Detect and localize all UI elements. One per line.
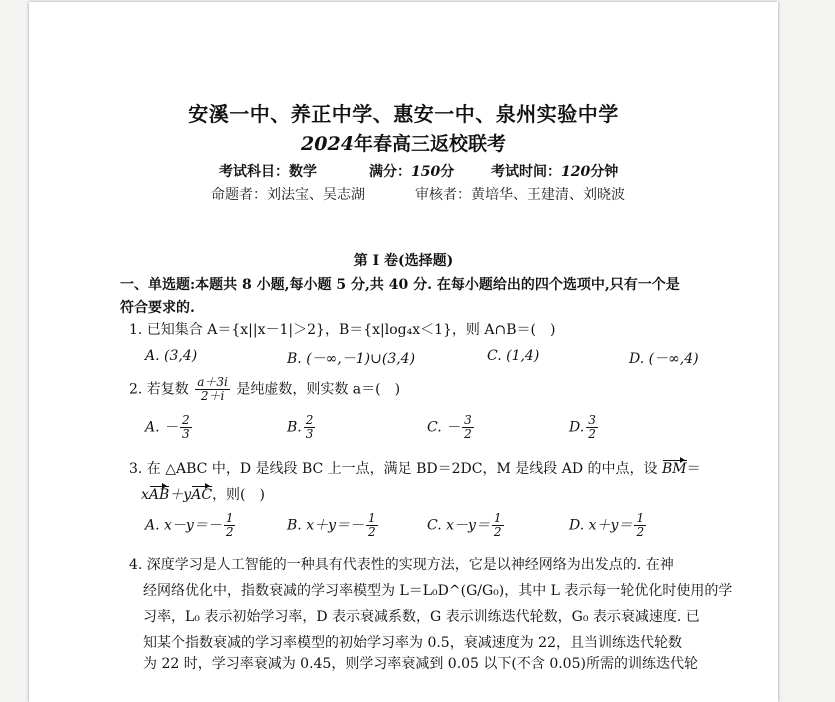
q1-option-d: D. (－∞,4) — [629, 351, 699, 367]
q2-option-a: A. － $\frac{2}{3}$ — [145, 413, 190, 441]
question-4-line-4: 知某个指数衰减的学习率模型的初始学习率为 0.5，衰减速度为 22，且当训练迭代轮数 — [143, 635, 682, 651]
exam-reviewers: 审核者：黄培华、王建清、刘晓波 — [415, 187, 625, 203]
q1-option-a: A. (3,4) — [145, 348, 198, 364]
question-4-line-5: 为 22 时，学习率衰减为 0.45，则学习率衰减到 0.05 以下(不含 0.05)所需的训练迭代轮 — [143, 656, 698, 672]
section-title: 第 Ⅰ 卷(选择题) — [353, 253, 454, 269]
q3-option-c: C. x－y＝ $\frac{1}{2}$ — [427, 511, 502, 539]
section-instruction-cont: 符合要求的. — [120, 300, 195, 316]
question-3-cont: xAB＋yAC，则( ) — [141, 487, 265, 503]
question-4-line-3: 习率，L₀ 表示初始学习率，D 表示衰减系数，G 表示训练迭代轮数，G₀ 表示衰减速度. 已 — [143, 609, 700, 625]
question-1: 1. 已知集合 A＝{x||x－1|＞2}，B＝{x|log₄x＜1}，则 A∩B＝( ) — [129, 322, 556, 338]
document-page — [29, 2, 778, 702]
exam-subject: 考试科目：数学 — [219, 164, 317, 180]
exam-schools-title: 安溪一中、养正中学、惠安一中、泉州实验中学 — [188, 102, 619, 126]
exam-setters: 命题者：刘法宝、吴志湖 — [211, 187, 365, 203]
question-4-line-2: 经网络优化中，指数衰减的学习率模型为 L＝L₀D^(G/G₀)，其中 L 表示每一轮优化时使用的学 — [143, 583, 733, 599]
q3-option-d: D. x＋y＝ $\frac{1}{2}$ — [569, 511, 645, 539]
question-3: 3. 在 △ABC 中，D 是线段 BC 上一点，满足 BD＝2DC，M 是线段 AD 的中点，设 BM＝ — [129, 461, 701, 477]
question-2: 2. 若复数 $\frac{a+3i}{2+i}$ 是纯虚数，则实数 a＝( ) — [129, 375, 401, 403]
exam-full-score: 满分：150分 — [369, 164, 455, 180]
section-instruction: 一、单选题:本题共 8 小题,每小题 5 分,共 40 分. 在每小题给出的四个选项中,只有一个是 — [120, 277, 680, 293]
exam-duration: 考试时间：120分钟 — [491, 164, 619, 180]
vector-bm: BM — [661, 461, 687, 477]
vector-ac: AC — [191, 487, 213, 503]
q1-option-b: B. (－∞,－1)∪(3,4) — [287, 351, 416, 367]
question-4-line-1: 4. 深度学习是人工智能的一种具有代表性的实现方法，它是以神经网络为出发点的. 在神 — [129, 557, 674, 573]
q2-option-d: D. $\frac{3}{2}$ — [569, 413, 596, 441]
vector-ab: AB — [148, 487, 170, 503]
q1-option-c: C. (1,4) — [487, 348, 540, 364]
exam-title: 2024年春高三返校联考 — [301, 133, 506, 155]
q2-fraction: $\frac{a+3i}{2+i}$ — [197, 375, 228, 403]
q2-option-b: B. $\frac{2}{3}$ — [287, 413, 314, 441]
q3-option-a: A. x－y＝－ $\frac{1}{2}$ — [145, 511, 234, 539]
q3-option-b: B. x＋y＝－ $\frac{1}{2}$ — [287, 511, 376, 539]
q2-option-c: C. － $\frac{3}{2}$ — [427, 413, 472, 441]
